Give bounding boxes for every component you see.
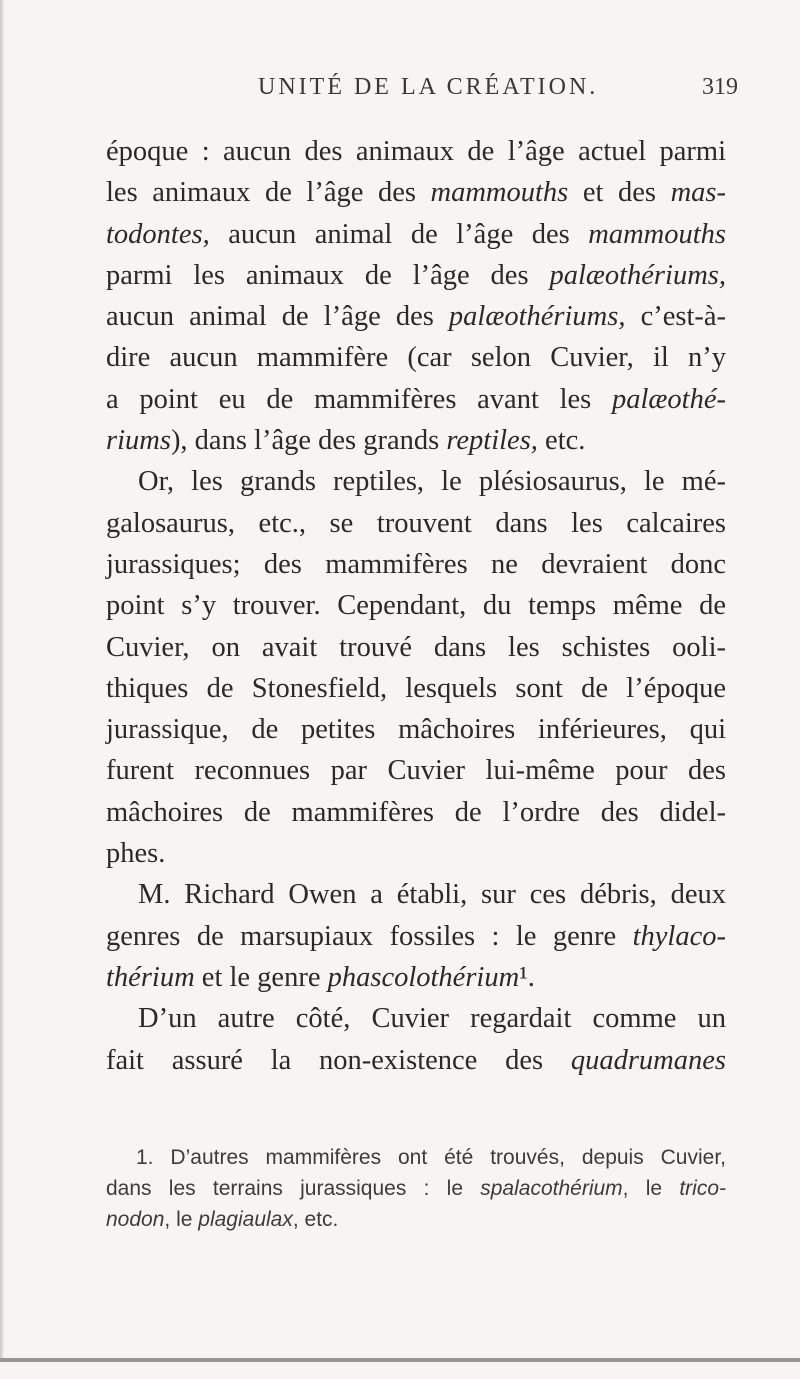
text-run: 1. D’autres mammifères ont été trouvés, depuis Cuvier,	[136, 1146, 726, 1169]
text-line	[106, 461, 726, 502]
italic-text: mammouths	[588, 218, 726, 250]
italic-text: nodon	[106, 1208, 165, 1231]
text-run: ), dans l’âge des grands	[170, 425, 447, 457]
text-line	[106, 131, 726, 172]
italic-text: plagiaulax	[198, 1208, 293, 1231]
text-run: fait assuré la non-existence des	[106, 1044, 571, 1076]
text-line	[106, 420, 726, 461]
text-line	[106, 709, 726, 750]
text-run: parmi les animaux de l’âge des	[106, 259, 550, 291]
text-run: ¹.	[519, 961, 535, 993]
text-line	[106, 916, 726, 957]
italic-text: quadrumanes	[570, 1044, 726, 1076]
text-run: Cuvier, on avait trouvé dans les schistes ooli-	[106, 631, 726, 663]
italic-text: thérium	[106, 961, 195, 993]
text-run: galosaurus, etc., se trouvent dans les calcaires	[106, 507, 726, 539]
text-run: Or, les grands reptiles, le plésiosaurus, le mé-	[138, 466, 726, 498]
text-run: et des	[568, 177, 671, 209]
text-run: point s’y trouver. Cependant, du temps même de	[106, 590, 726, 622]
italic-text: todontes,	[106, 218, 210, 250]
text-line	[106, 503, 726, 544]
text-run: phes.	[106, 838, 166, 870]
text-run: c’est-à-	[625, 301, 727, 333]
text-run: dans les terrains jurassiques : le	[106, 1177, 481, 1200]
italic-text: thylaco-	[632, 920, 726, 952]
text-run: et le genre	[194, 961, 328, 993]
text-run: jurassique, de petites mâchoires inférieures, qui	[106, 714, 726, 746]
text-line	[106, 337, 726, 378]
text-run: aucun animal de l’âge des	[209, 218, 589, 250]
italic-text: mas-	[670, 177, 726, 209]
text-run: dire aucun mammifère (car selon Cuvier, il n’y	[106, 342, 726, 374]
running-head	[0, 74, 800, 114]
footnote-line	[106, 1142, 726, 1173]
text-line	[106, 379, 726, 420]
text-line	[106, 296, 726, 337]
text-run: , le	[164, 1208, 199, 1231]
text-run: mâchoires de mammifères de l’ordre des didel-	[106, 796, 726, 828]
text-run: aucun animal de l’âge des	[106, 301, 449, 333]
text-line	[106, 792, 726, 833]
italic-text: trico-	[679, 1177, 726, 1200]
text-run: D’un autre côté, Cuvier regardait comme un	[138, 1003, 726, 1035]
text-line	[106, 957, 726, 998]
italic-text: palæothé-	[612, 383, 726, 415]
text-run: genres de marsupiaux fossiles : le genre	[106, 920, 633, 952]
italic-text: palæothériums,	[448, 301, 626, 333]
text-run: etc.	[537, 425, 586, 457]
italic-text: riums	[106, 425, 171, 457]
text-line	[106, 668, 726, 709]
text-line	[106, 255, 726, 296]
text-line	[106, 874, 726, 915]
italic-text: phascolothérium	[327, 961, 520, 993]
text-run: furent reconnues par Cuvier lui-même pour des	[106, 755, 726, 787]
text-line	[106, 750, 726, 791]
text-line	[106, 998, 726, 1039]
text-run: les animaux de l’âge des	[106, 177, 431, 209]
text-run: M. Richard Owen a établi, sur ces débris, deux	[138, 879, 726, 911]
running-head-title: UNITÉ DE LA CRÉATION.	[258, 74, 599, 100]
text-run: jurassiques; des mammifères ne devraient donc	[106, 548, 726, 580]
page-number: 319	[702, 74, 738, 100]
text-line	[106, 585, 726, 626]
text-line	[106, 833, 726, 874]
body-text	[106, 131, 726, 1081]
text-line	[106, 214, 726, 255]
italic-text: spalacothérium	[480, 1177, 623, 1200]
text-run: , etc.	[292, 1208, 339, 1231]
text-line	[106, 172, 726, 213]
italic-text: palæothériums,	[549, 259, 726, 291]
footnote-line	[106, 1173, 726, 1204]
text-run: époque : aucun des animaux de l’âge actuel parmi	[106, 136, 726, 167]
footnote-line	[106, 1204, 726, 1235]
text-line	[106, 544, 726, 585]
text-run: a point eu de mammifères avant les	[106, 383, 612, 415]
text-run: , le	[622, 1177, 680, 1200]
text-line	[106, 1040, 726, 1081]
text-run: thiques de Stonesfield, lesquels sont de l’époque	[106, 672, 726, 704]
text-line	[106, 627, 726, 668]
italic-text: reptiles,	[446, 425, 538, 457]
italic-text: mammouths	[430, 177, 569, 209]
footnotes	[106, 1142, 726, 1235]
